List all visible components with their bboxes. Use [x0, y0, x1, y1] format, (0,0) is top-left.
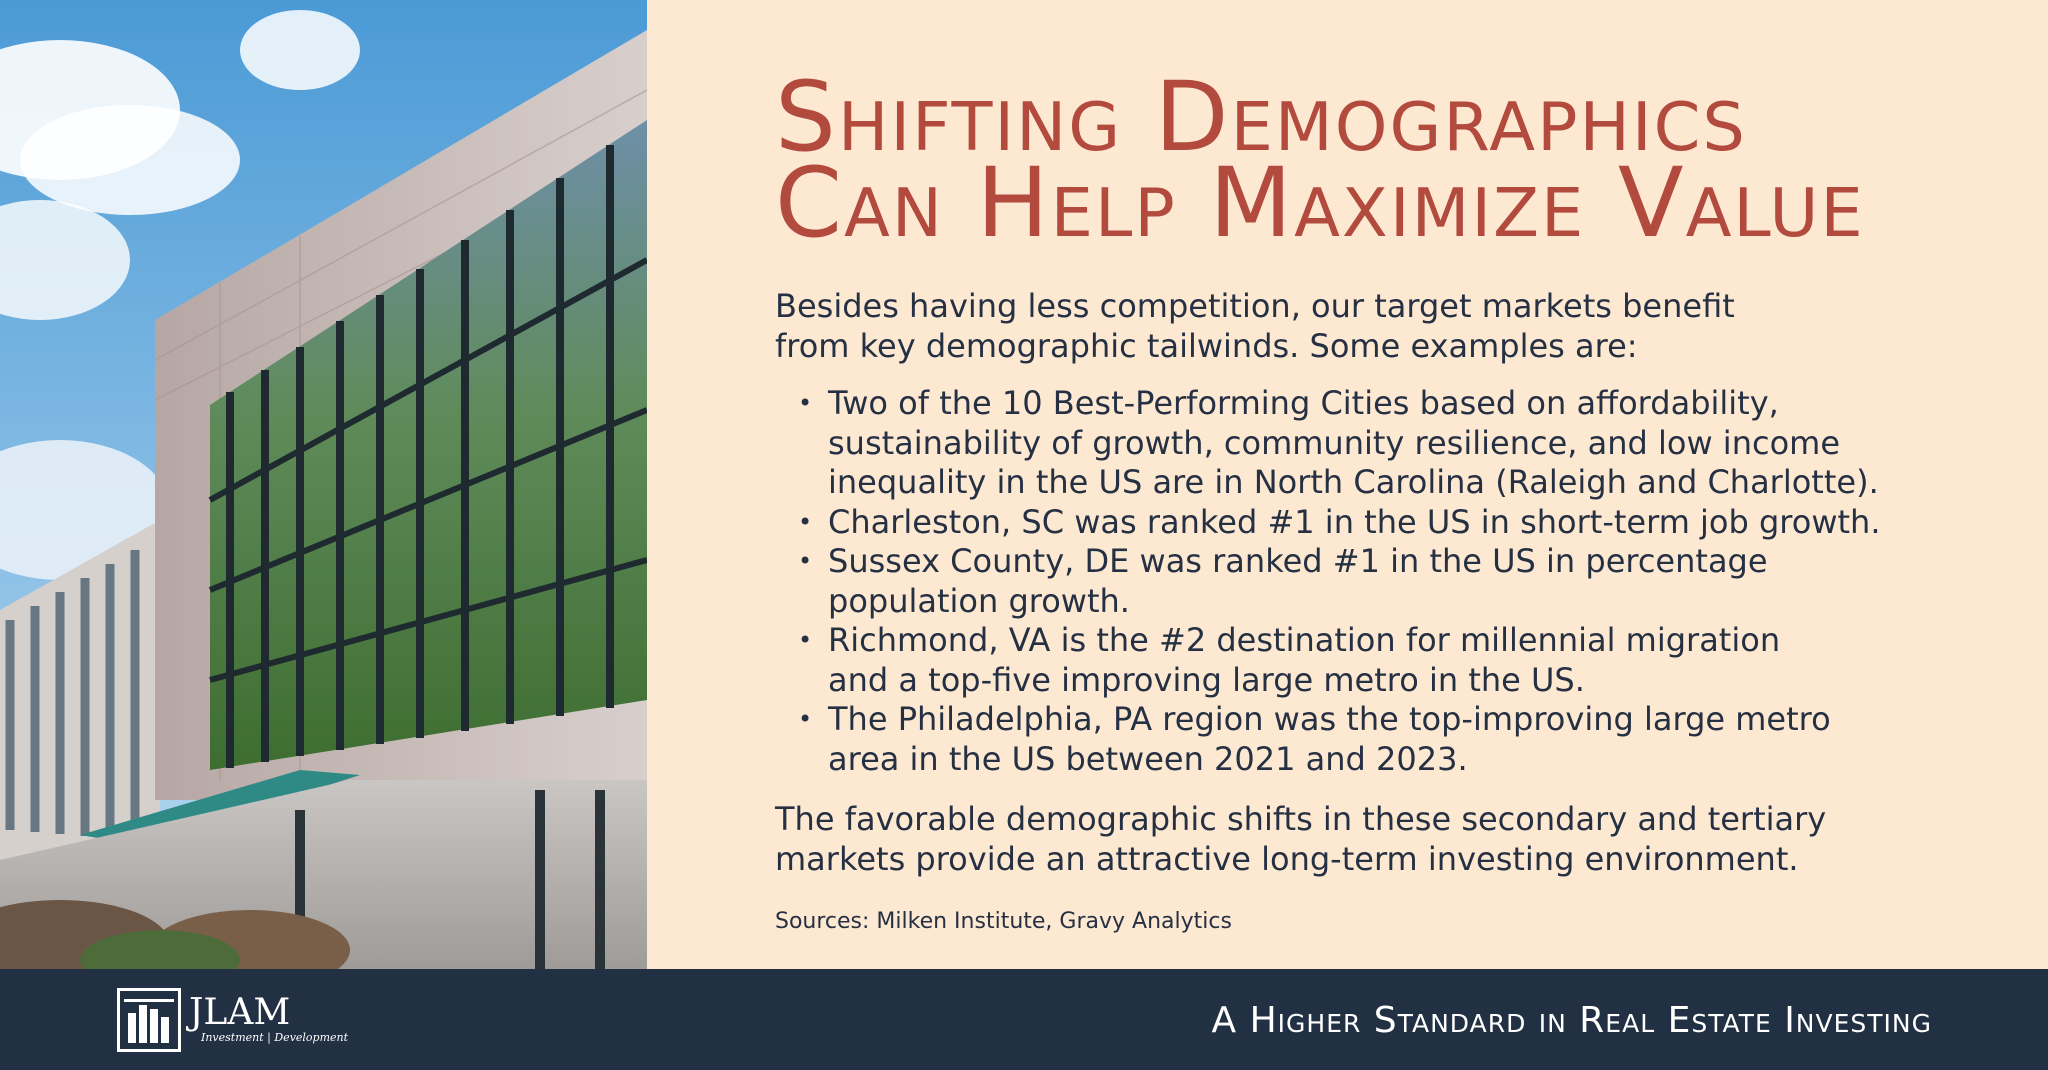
list-item-text: Two of the 10 Best-Performing Cities based on affordability, sustainability of growth, community resilience, and low income inequality in the US are in North Carolina (Raleigh and Charlotte).	[828, 384, 1879, 501]
list-item	[795, 503, 2015, 543]
logo-text	[189, 992, 349, 1045]
bullet-icon: •	[798, 547, 813, 575]
list-item	[795, 621, 2015, 700]
logo-name: JLAM	[189, 992, 291, 1033]
list-item-text: Charleston, SC was ranked #1 in the US in short-term job growth.	[828, 502, 1881, 541]
logo-subtitle: Investment | Development	[201, 1031, 349, 1044]
bullet-icon: •	[798, 626, 813, 654]
bullet-icon: •	[798, 705, 813, 733]
list-item-text: Richmond, VA is the #2 destination for millennial migration and a top-five improving large metro in the US.	[828, 621, 1781, 699]
list-item	[795, 542, 2015, 621]
list-item-text: The Philadelphia, PA region was the top-improving large metro area in the US between 2021 and 2023.	[828, 700, 1831, 778]
list-item	[795, 384, 2015, 503]
bullet-icon: •	[798, 389, 813, 417]
intro-paragraph: Besides having less competition, our target markets benefit from key demographic tailwinds. Some examples are:	[775, 287, 1735, 365]
sources-note: Sources: Milken Institute, Gravy Analytics	[775, 909, 1232, 934]
bullet-list	[795, 384, 2015, 779]
footer-bar	[0, 969, 2048, 1070]
closing-paragraph: The favorable demographic shifts in these secondary and tertiary markets provide an attractive long-term investing environment.	[775, 800, 1827, 878]
list-item	[795, 700, 2015, 779]
list-item-text: Sussex County, DE was ranked #1 in the US in percentage population growth.	[828, 542, 1768, 620]
bullet-icon: •	[798, 507, 813, 536]
page-title-line-2: Can Help Maximize Value	[775, 147, 1865, 259]
footer-tagline: A Higher Standard in Real Estate Investing	[1211, 1000, 1932, 1041]
content-panel	[775, 61, 2015, 937]
page-title-line-1: Shifting Demographics	[775, 61, 1747, 173]
building-photo	[0, 0, 647, 969]
logo-mark-icon	[117, 988, 181, 1052]
jlam-logo	[117, 987, 348, 1053]
page-title	[775, 61, 2015, 259]
